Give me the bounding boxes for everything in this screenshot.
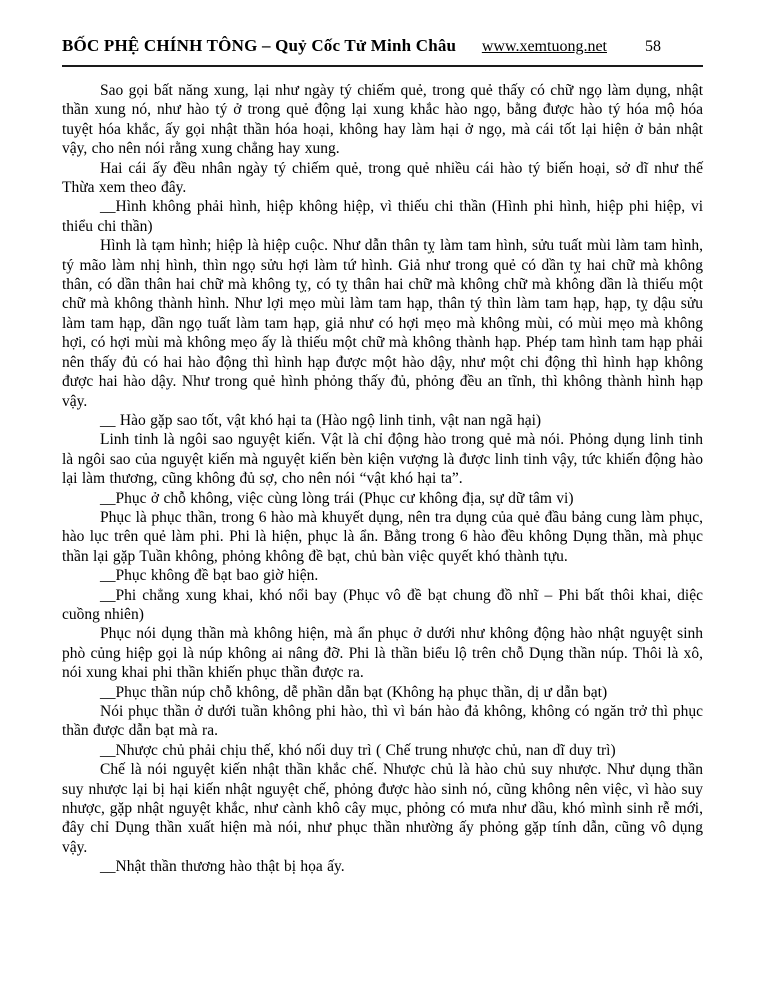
paragraph: Phục nói dụng thần mà không hiện, mà ẩn phục ở dưới như không động hào nhật nguyệt sinh phò củng hiệp gọi là núp không ai nâng đỡ. Phi là thần biểu lộ trên chỗ Dụng thần núp. Thôi là xô, nói xung khai phi thần khiến phục thần được ra.: [62, 625, 703, 682]
paragraph: Chế là nói nguyệt kiến nhật thần khắc chế. Nhược chủ là hào chủ suy nhược. Như dụng thần suy nhược lại bị hại kiến nhật nguyệt chế, phỏng được hào sinh nó, cũng không nên việc, vì hào suy nhược, gặp nhật nguyệt khắc, như cành khô cây mục, phỏng có mưa như dầu, khó mình sinh rễ mới, đây chỉ Dụng thần xuất hiện mà nói, như phục thần nhường ấy phỏng gặp tính dẫn, cũng vô dụng vậy.: [62, 761, 703, 856]
paragraph: Hình là tạm hình; hiệp là hiệp cuộc. Như dẫn thân tỵ làm tam hình, sửu tuất mùi làm tam hình, tý mão làm nhị hình, thìn ngọ sửu hợi làm tứ hình. Giả như trong quẻ có dần tỵ hai chữ mà không thân, có dần thân hai chữ mà không tỵ, có tỵ thân hai chữ mà không chữ mà không dần là thiếu một chữ mà không thành hình. Như lợi mẹo mùi làm tam hạp, thân tý thìn làm tam hạp, hạp, tỵ dậu sửu làm tam hạp, dần ngọ tuất làm tam hạp, giả như có hợi mẹo mà không mùi, có mùi mẹo mà không hợi, có hợi mùi mà không mẹo ấy là thiếu một chữ mà không thành hạp. Phép tam hình tam hạp phải nên thấy đủ có hai hào động thì hình hạp được một hào dậy, như một chi động thì hình hạp không được hai hào dậy. Như trong quẻ hình phỏng thấy đủ, phỏng đều an tĩnh, thì không thành hình hạp vậy.: [62, 237, 703, 410]
page-number: 58: [645, 38, 661, 55]
paragraph: Linh tinh là ngôi sao nguyệt kiến. Vật là chỉ động hào trong quẻ mà nói. Phỏng dụng linh tinh là ngôi sao của nguyệt kiến mà nguyệt kiến bèn kiện vượng là được linh tinh vậy, tức khiến động hào lại làm thương, cũng không đủ sợ, cho nên nói “vật khó hại ta”.: [62, 431, 703, 488]
document-title: BỐC PHỆ CHÍNH TÔNG – Quỷ Cốc Tử Minh Châu: [62, 36, 457, 55]
paragraph: __Phục ở chỗ không, việc cùng lòng trái (Phục cư không địa, sự dữ tâm vi): [100, 489, 574, 507]
page-header: [62, 36, 703, 67]
website-link[interactable]: www.xemtuong.net: [481, 38, 607, 55]
paragraph: __Phục thần núp chỗ không, dễ phần dẫn bạt (Không hạ phục thần, dị ư dẫn bạt): [100, 683, 608, 701]
paragraph: Nói phục thần ở dưới tuần không phi hào, thì vì bán hào đả không, không có ngăn trở thì phục thần được dẫn bạt mà ra.: [62, 703, 703, 740]
paragraph: Phục là phục thần, trong 6 hào mà khuyết dụng, nên tra dụng của quẻ đầu bảng cung làm phục, hào lục trên quẻ làm phi. Phi là hiện, phục là ẩn. Bằng trong 6 hào đều không Dụng thần, mà phục thần lại gặp Tuần không, phỏng không đề bạt, chủ bàn việc quyết khó thành tựu.: [62, 508, 703, 565]
document-body: [62, 81, 703, 877]
paragraph: Hai cái ấy đều nhân ngày tý chiếm quẻ, trong quẻ nhiều cái hào tý biến hoại, sở dĩ như thế Thừa xem theo đây.: [62, 159, 703, 197]
paragraph: Sao gọi bất năng xung, lại như ngày tý chiếm quẻ, trong quẻ thấy có chữ ngọ làm dụng, nhật thần xung nó, như hào tý ở trong quẻ động lại xung khắc hào ngọ, bằng được hào tý hóa mộ hóa tuyệt hóa khắc, ấy gọi nhật thần hóa hoại, không hay làm hại ở ngọ, mà cái tốt lại hiện ở bản nhật vậy, cho nên nói rằng xung chẳng hay xung.: [62, 82, 703, 158]
paragraph: __ Hào gặp sao tốt, vật khó hại ta (Hào ngộ linh tinh, vật nan ngã hại): [100, 411, 542, 429]
paragraph: __Phục không đề bạt bao giờ hiện.: [100, 567, 319, 585]
paragraph: __Nhược chủ phải chịu thế, khó nối duy trì ( Chế trung nhược chủ, nan dĩ duy trì): [100, 741, 616, 759]
paragraph: __Phi chẳng xung khai, khó nổi bay (Phục vô đề bạt chung đồ nhĩ – Phi bất thôi khai, diệc cuồng nhiên): [62, 586, 703, 623]
paragraph: __Hình không phải hình, hiệp không hiệp, vì thiếu chi thần (Hình phi hình, hiệp phi hiệp, vi thiểu chi thần): [62, 198, 703, 235]
paragraph: __Nhật thần thương hào thật bị họa ấy.: [100, 858, 345, 876]
